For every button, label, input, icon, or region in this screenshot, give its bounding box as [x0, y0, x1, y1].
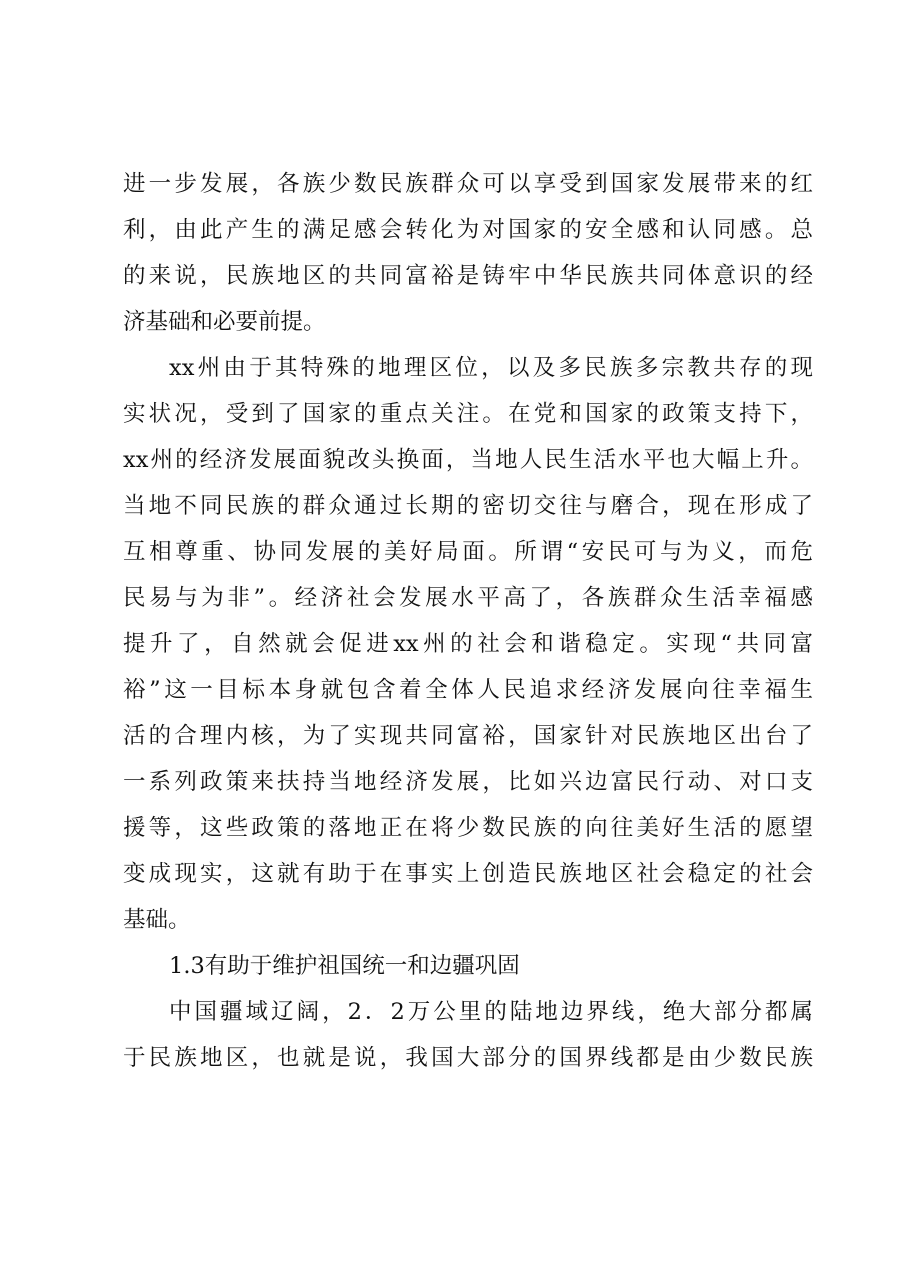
- paragraph-line: 进一步发展，各族少数民族群众可以享受到国家发展带来的红: [123, 171, 813, 197]
- document-body: [123, 161, 813, 1081]
- paragraph-line: 济基础和必要前提。: [123, 309, 326, 335]
- paragraph-line: 提升了，自然就会促进xx州的社会和谐稳定。实现“共同富: [123, 631, 813, 657]
- paragraph-line: 实状况，受到了国家的重点关注。在党和国家的政策支持下，: [123, 401, 813, 427]
- paragraph-line: 裕”这一目标本身就包含着全体人民追求经济发展向往幸福生: [123, 677, 813, 703]
- paragraph-line: 于民族地区，也就是说，我国大部分的国界线都是由少数民族: [123, 1045, 813, 1071]
- paragraph-line: xx州的经济发展面貌改头换面，当地人民生活水平也大幅上升。: [123, 447, 813, 473]
- paragraph-line: 一系列政策来扶持当地经济发展，比如兴边富民行动、对口支: [123, 769, 813, 795]
- paragraph-line: 民易与为非”。经济社会发展水平高了，各族群众生活幸福感: [123, 585, 813, 611]
- section-heading: 1.3有助于维护祖国统一和边疆巩固: [169, 953, 520, 979]
- paragraph-3: [123, 989, 813, 1081]
- paragraph-line: 活的合理内核，为了实现共同富裕，国家针对民族地区出台了: [123, 723, 813, 749]
- paragraph-line: 变成现实，这就有助于在事实上创造民族地区社会稳定的社会: [123, 861, 813, 887]
- paragraph-line: 利，由此产生的满足感会转化为对国家的安全感和认同感。总: [123, 217, 813, 243]
- paragraph-line: 互相尊重、协同发展的美好局面。所谓“安民可与为义，而危: [123, 539, 813, 565]
- paragraph-line: 的来说，民族地区的共同富裕是铸牢中华民族共同体意识的经: [123, 263, 813, 289]
- paragraph-line: 中国疆域辽阔，2．2万公里的陆地边界线，绝大部分都属: [169, 999, 813, 1025]
- paragraph-1: [123, 161, 813, 345]
- paragraph-line: 援等，这些政策的落地正在将少数民族的向往美好生活的愿望: [123, 815, 813, 841]
- paragraph-2: [123, 345, 813, 943]
- paragraph-line: 基础。: [123, 907, 191, 933]
- paragraph-line: xx州由于其特殊的地理区位，以及多民族多宗教共存的现: [169, 355, 813, 381]
- paragraph-line: 当地不同民族的群众通过长期的密切交往与磨合，现在形成了: [123, 493, 813, 519]
